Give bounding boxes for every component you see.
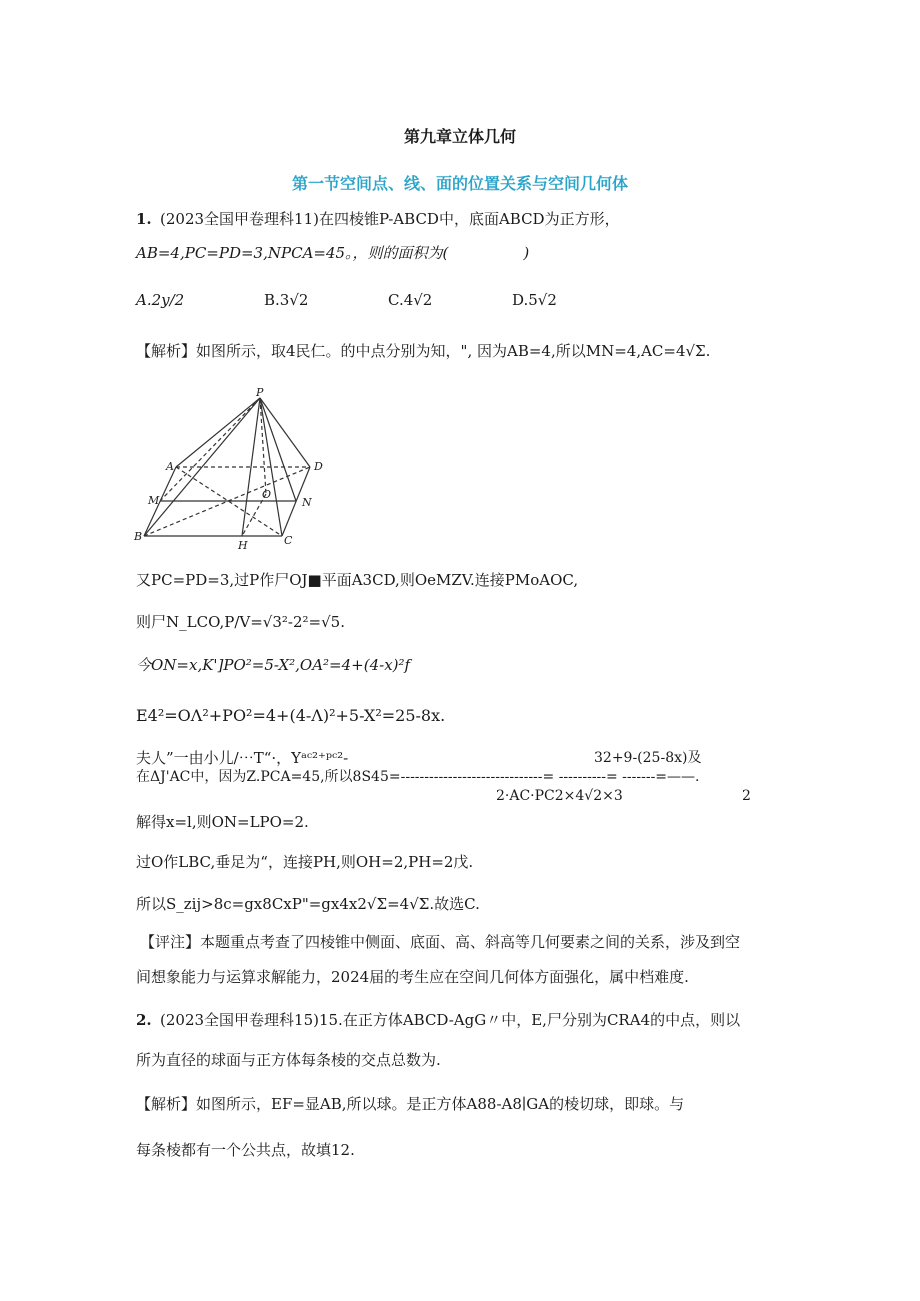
option-d: D.5√2	[512, 291, 557, 309]
label-n: N	[302, 496, 312, 509]
solution-line-7: 过O作LBC,垂足为“，连接PH,则OH=2,PH=2戊.	[136, 853, 474, 871]
question-2-analysis-1: 【解析】如图所示，EF=显AB,所以球。是正方体A88-A8∣GA的棱切球，即球。与	[136, 1095, 685, 1113]
question-1-line-2: AB=4,PC=PD=3,NPCA=45。，则的面积为( )	[136, 244, 530, 262]
option-c: C.4√2	[388, 291, 433, 309]
label-h: H	[238, 539, 248, 552]
label-c: C	[284, 534, 293, 547]
solution-line-3: 今ON=x,K']PO²=5-X²,OA²=4+(4-x)²f	[136, 656, 411, 674]
solution-line-8: 所以S_zij>8c=gx8CxP"=gx4x2√Σ=4√Σ.故选C.	[136, 895, 480, 913]
solution-line-5a: 夫人”一由小儿/⋯T“·，Yᵃᶜ²⁺ᵖᶜ²-	[136, 749, 349, 767]
option-a: A.2y/2	[136, 291, 185, 309]
comment-line-1: 【评注】本题重点考查了四棱锥中侧面、底面、高、斜高等几何要素之间的关系，涉及到空	[140, 933, 741, 951]
question-2-line-2: 所为直径的球面与正方体每条棱的交点总数为.	[136, 1051, 441, 1069]
solution-line-2: 则尸N_LCO,P/V=√3²-2²=√5.	[136, 613, 345, 631]
question-1-number: 1.	[136, 210, 152, 228]
fraction-numerator: 32+9-(25-8x)及	[594, 750, 702, 766]
question-2-number: 2.	[136, 1011, 152, 1029]
label-o: O	[262, 488, 272, 501]
label-m: M	[148, 494, 160, 507]
section-title: 第一节空间点、线、面的位置关系与空间几何体	[291, 174, 628, 193]
comment-line-2: 间想象能力与运算求解能力，2024届的考生应在空间几何体方面强化，属中档难度.	[136, 968, 689, 986]
solution-line-1: 又PC=PD=3,过P作尸OJ■平面A3CD,则OeMZV.连接PMoAOC,	[136, 571, 579, 589]
question-1-line-1: (2023全国甲卷理科11)在四棱锥P-ABCD中，底面ABCD为正方形，	[160, 210, 620, 228]
question-2-line-1: (2023全国甲卷理科15)15.在正方体ABCD-AgG〃中，E,尸分别为CRA4的中点，则以	[160, 1011, 741, 1029]
label-p: P	[256, 386, 264, 399]
solution-line-4: E4²=OΛ²+PO²=4+(4-Λ)²+5-X²=25-8x.	[136, 706, 446, 725]
label-d: D	[314, 460, 323, 473]
question-2-analysis-2: 每条棱都有一个公共点，故填12.	[136, 1141, 355, 1159]
solution-line-5b: 在ΔJ'AC中，因为Z.PCA=45,所以8S45=------------------------------= ----------= -------=——.	[136, 769, 700, 785]
option-b: B.3√2	[264, 291, 309, 309]
solution-line-6: 解得x=l,则ON=LPO=2.	[136, 813, 309, 831]
pyramid-figure	[132, 386, 342, 554]
label-b: B	[134, 530, 143, 543]
label-a: A	[166, 460, 174, 473]
question-1-analysis: 【解析】如图所示，取4民仁。的中点分别为知，", 因为AB=4,所以MN=4,AC=4√Σ.	[136, 342, 711, 360]
fraction-denominator: 2·AC·PC2×4√2×3	[496, 788, 623, 804]
chapter-title: 第九章立体几何	[403, 127, 516, 146]
fraction-denominator-2: 2	[742, 788, 751, 804]
